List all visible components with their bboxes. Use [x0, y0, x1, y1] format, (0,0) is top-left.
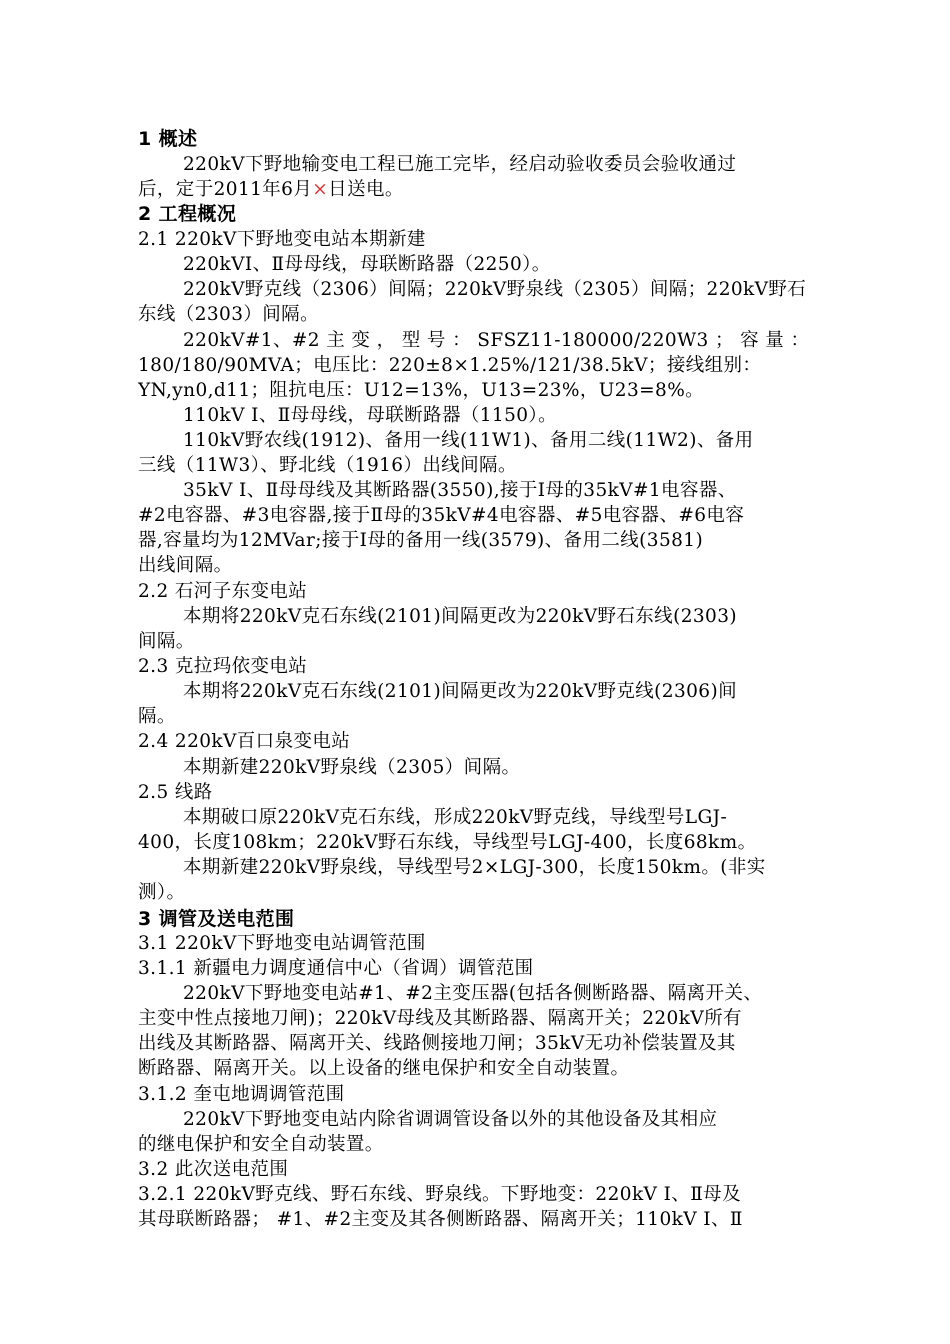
paragraph-line: 本期破口原220kV克石东线，形成220kV野克线，导线型号LGJ- [183, 807, 728, 828]
subsection-title: 3.2 此次送电范围 [138, 1159, 289, 1180]
paragraph-line: 断路器、隔离开关。以上设备的继电保护和安全自动装置。 [138, 1058, 630, 1079]
paragraph-line: 器,容量均为12MVar;接于Ⅰ母的备用一线(3579)、备用二线(3581) [138, 530, 704, 551]
date-text-end: 日送电。 [328, 179, 404, 200]
paragraph-line: 的继电保护和安全自动装置。 [138, 1134, 384, 1155]
paragraph-line: 220kV下野地输变电工程已施工完毕，经启动验收委员会验收通过 [183, 154, 737, 175]
paragraph-line: 110kV Ⅰ、Ⅱ母母线，母联断路器（1150）。 [183, 405, 557, 426]
paragraph-line: 东线（2303）间隔。 [138, 304, 319, 325]
paragraph-line: 220kV下野地变电站#1、#2主变压器(包括各侧断路器、隔离开关、 [183, 983, 763, 1004]
subsection-title: 2.4 220kV百口泉变电站 [138, 731, 351, 752]
paragraph-line: 220kV#1、#2 主 变 ， 型 号 ： SFSZ11-180000/220W3 ； 容 量 ： [183, 330, 810, 351]
section-heading: 1 概述 [138, 128, 198, 150]
paragraph-line: 三线（11W3）、野北线（1916）出线间隔。 [138, 455, 517, 476]
paragraph-line: 本期新建220kV野泉线，导线型号2×LGJ-300，长度150km。(非实 [183, 857, 766, 878]
paragraph-line: 出线及其断路器、隔离开关、线路侧接地刀闸；35kV无功补偿装置及其 [138, 1033, 736, 1054]
paragraph-line: 间隔。 [138, 631, 195, 652]
paragraph-line: 本期新建220kV野泉线（2305）间隔。 [183, 757, 521, 778]
subsection-title: 3.1.1 新疆电力调度通信中心（省调）调管范围 [138, 958, 534, 979]
paragraph-line: #2电容器、#3电容器,接于Ⅱ母的35kV#4电容器、#5电容器、#6电容 [138, 505, 745, 526]
subsection-title: 3.1 220kV下野地变电站调管范围 [138, 933, 426, 954]
paragraph-line: 本期将220kV克石东线(2101)间隔更改为220kV野石东线(2303) [183, 606, 737, 627]
paragraph-line: 隔。 [138, 706, 176, 727]
paragraph-line: 3.2.1 220kV野克线、野石东线、野泉线。下野地变：220kV Ⅰ、Ⅱ母及 [138, 1184, 741, 1205]
subsection-title: 2.5 线路 [138, 782, 213, 803]
subsection-title: 3.1.2 奎屯地调调管范围 [138, 1084, 345, 1105]
subsection-title: 2.3 克拉玛依变电站 [138, 656, 308, 677]
subsection-title: 2.1 220kV下野地变电站本期新建 [138, 229, 426, 250]
paragraph-line: 主变中性点接地刀闸)；220kV母线及其断路器、隔离开关；220kV所有 [138, 1008, 742, 1029]
subsection-title: 2.2 石河子东变电站 [138, 581, 308, 602]
paragraph-line: 测）。 [138, 882, 186, 903]
date-text: 后，定于2011年6月 [138, 179, 313, 200]
paragraph-line: 本期将220kV克石东线(2101)间隔更改为220kV野克线(2306)间 [183, 681, 737, 702]
paragraph-line: 180/180/90MVA；电压比：220±8×1.25%/121/38.5kV；接线组别： [138, 355, 762, 376]
paragraph-line: 220kVⅠ、Ⅱ母母线，母联断路器（2250）。 [183, 254, 551, 275]
paragraph-line: YN,yn0,d11；阻抗电压：U12=13%，U13=23%，U23=8%。 [138, 380, 705, 401]
paragraph-line: 35kV Ⅰ、Ⅱ母母线及其断路器(3550),接于Ⅰ母的35kV#1电容器、 [183, 480, 737, 501]
paragraph-line: 其母联断路器； #1、#2主变及其各侧断路器、隔离开关；110kV Ⅰ、Ⅱ [138, 1209, 743, 1230]
paragraph-line: 220kV野克线（2306）间隔；220kV野泉线（2305）间隔；220kV野石 [183, 279, 807, 300]
section-heading: 2 工程概况 [138, 203, 237, 225]
section-heading: 3 调管及送电范围 [138, 908, 295, 930]
paragraph-line: 出线间隔。 [138, 555, 233, 576]
paragraph-line [138, 177, 818, 203]
paragraph-line: 400，长度108km；220kV野石东线，导线型号LGJ-400，长度68km。 [138, 832, 757, 853]
paragraph-line: 110kV野农线(1912)、备用一线(11W1)、备用二线(11W2)、备用 [183, 430, 754, 451]
date-placeholder-mark: × [312, 179, 329, 200]
paragraph-line: 220kV下野地变电站内除省调调管设备以外的其他设备及其相应 [183, 1109, 718, 1130]
